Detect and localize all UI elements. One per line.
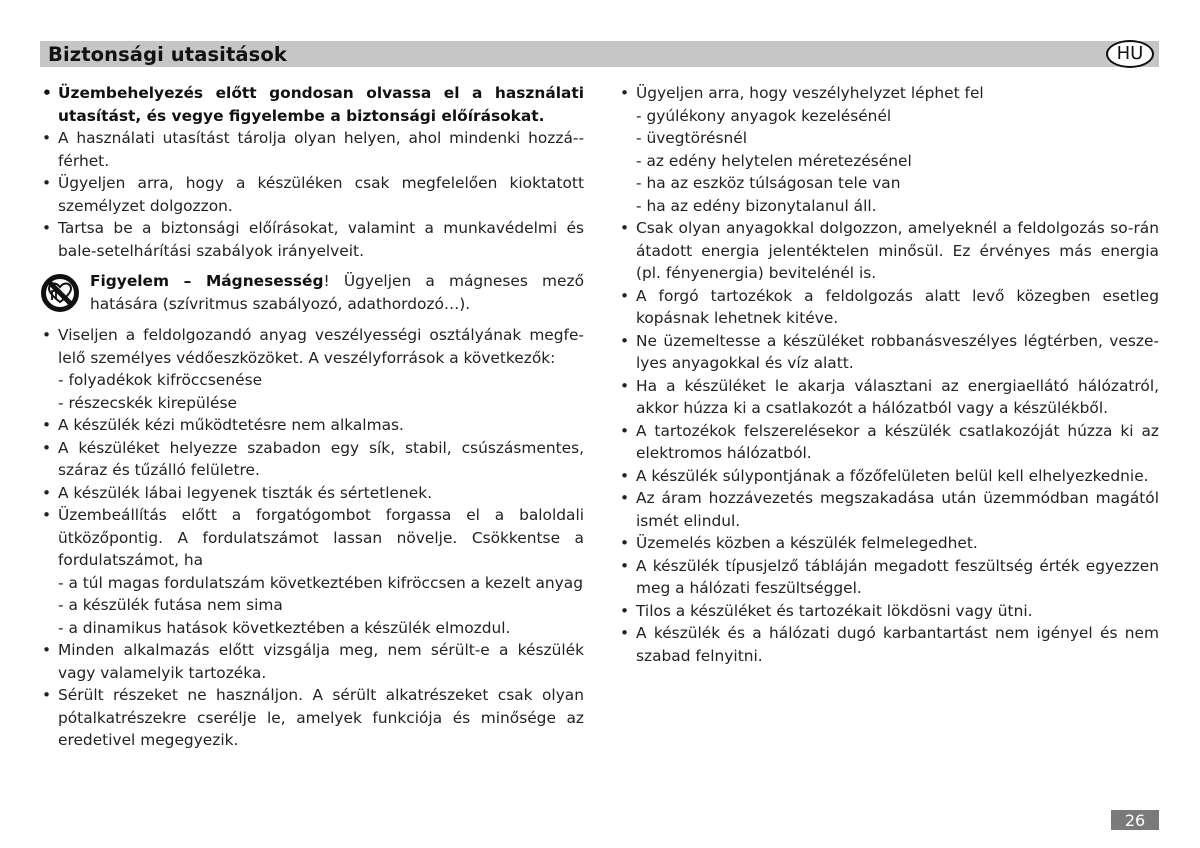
sub-item: - folyadékok kifröccsenése [58,371,263,389]
left-column [40,82,584,752]
list-item: • Ne üzemeltesse a készüléket robbanásveszélyes légtérben, vesze-lyes anyagokkal és víz alatt. [618,330,1159,375]
list-item [40,324,584,414]
sub-item: - a túl magas fordulatszám következtében kifröccsen a kezelt anyag [58,573,583,592]
list-item: • A használati utasítást tárolja olyan helyen, ahol mindenki hozzá--férhet. [40,127,584,172]
list-item: • Tilos a készüléket és tartozékait lökdösni vagy ütni. [618,600,1159,623]
section-title: Biztonsági utasitások [48,43,287,66]
list-item: • A forgó tartozékok a feldolgozás alatt levő közegben esetleg kopásnak lehetnek kitéve. [618,285,1159,330]
sub-item: - az edény helytelen méretezésénel [636,151,912,170]
list-item [40,504,584,639]
list-item [618,82,1159,217]
sub-item: - a dinamikus hatások következtében a készülék elmozdul. [58,618,511,637]
warning-label: Figyelem – Mágnesesség [90,272,324,290]
sub-item: - ha az eszköz túlságosan tele van [636,174,901,192]
list-item: • Üzembehelyezés előtt gondosan olvassa el a használati utasítást, és vegye figyelembe a biztonsági előírásokat. [40,82,584,127]
list-item: • Tartsa be a biztonsági előírásokat, valamint a munkavédelmi és bale-setelhárítási szabályok irányelveit. [40,217,584,262]
list-item: • Ügyeljen arra, hogy a készüléken csak megfelelően kioktatott személyzet dolgozzon. [40,172,584,217]
sub-item: - részecskék kirepülése [58,393,237,412]
list-item-text: • Viseljen a feldolgozandó anyag veszélyességi osztályának megfe-lelő személyes védőeszközöket. A veszélyforrások a következők: [58,326,584,367]
list-item-text: • Ügyeljen arra, hogy veszélyhelyzet léphet fel [636,84,984,102]
list-item: • Az áram hozzávezetés megszakadása után üzemmódban magától ismét elindul. [618,487,1159,532]
list-item: • Minden alkalmazás előtt vizsgálja meg, nem sérült-e a készülék vagy valamelyik tartozéka. [40,639,584,684]
list-item: • Üzemelés közben a készülék felmelegedhet. [618,532,1159,555]
list-item: • A tartozékok felszerelésekor a készülék csatlakozóját húzza ki az elektromos hálózatból. [618,420,1159,465]
list-item: • A készülék típusjelző tábláján megadott feszültség érték egyezzen meg a hálózati feszültséggel. [618,555,1159,600]
no-pacemaker-prohibition-icon [40,273,80,313]
list-item: • A készülék kézi működtetésre nem alkalmas. [40,414,584,437]
list-item: • Sérült részeket ne használjon. A sérült alkatrészeket csak olyan pótalkatrészekre cserélje le, amelyek funkciója és minősége az eredetivel megegyezik. [40,684,584,752]
warning-text: ! Ügyeljen a mágneses mező hatására (szívritmus szabályozó, adathordozó…). [90,272,585,313]
list-item-text: • Üzembeállítás előtt a forgatógombot forgassa el a baloldali ütközőpontig. A fordulatszámot lassan növelje. Csökkentse a fordulatszámot, ha [58,506,584,569]
sub-item: - gyúlékony anyagok kezelésénél [636,106,892,125]
page-number: 26 [1111,810,1159,830]
magnetism-warning [40,270,584,315]
sub-item: - üvegtörésnél [636,129,747,147]
list-item: • A készülék súlypontjának a főzőfelületen belül kell elhelyezkednie. [618,465,1159,488]
language-badge: HU [1106,40,1154,68]
list-item: • A készülék lábai legyenek tiszták és sértetlenek. [40,482,584,505]
list-item: • Ha a készüléket le akarja választani az energiaellátó hálózatról, akkor húzza ki a csatlakozót a hálózatból vagy a készülékből. [618,375,1159,420]
sub-item: - ha az edény bizonytalanul áll. [636,196,877,215]
sub-item: - a készülék futása nem sima [58,596,283,614]
right-column [618,82,1159,667]
list-item: • A készülék és a hálózati dugó karbantartást nem igényel és nem szabad felnyitni. [618,622,1159,667]
list-item: • Csak olyan anyagokkal dolgozzon, amelyeknél a feldolgozás so-rán átadott energia jelentéktelen minősül. Ez érvényes más energia (pl. fényenergia) bevitelénél is. [618,217,1159,285]
list-item: • A készüléket helyezze szabadon egy sík, stabil, csúszásmentes, száraz és tűzálló felületre. [40,437,584,482]
